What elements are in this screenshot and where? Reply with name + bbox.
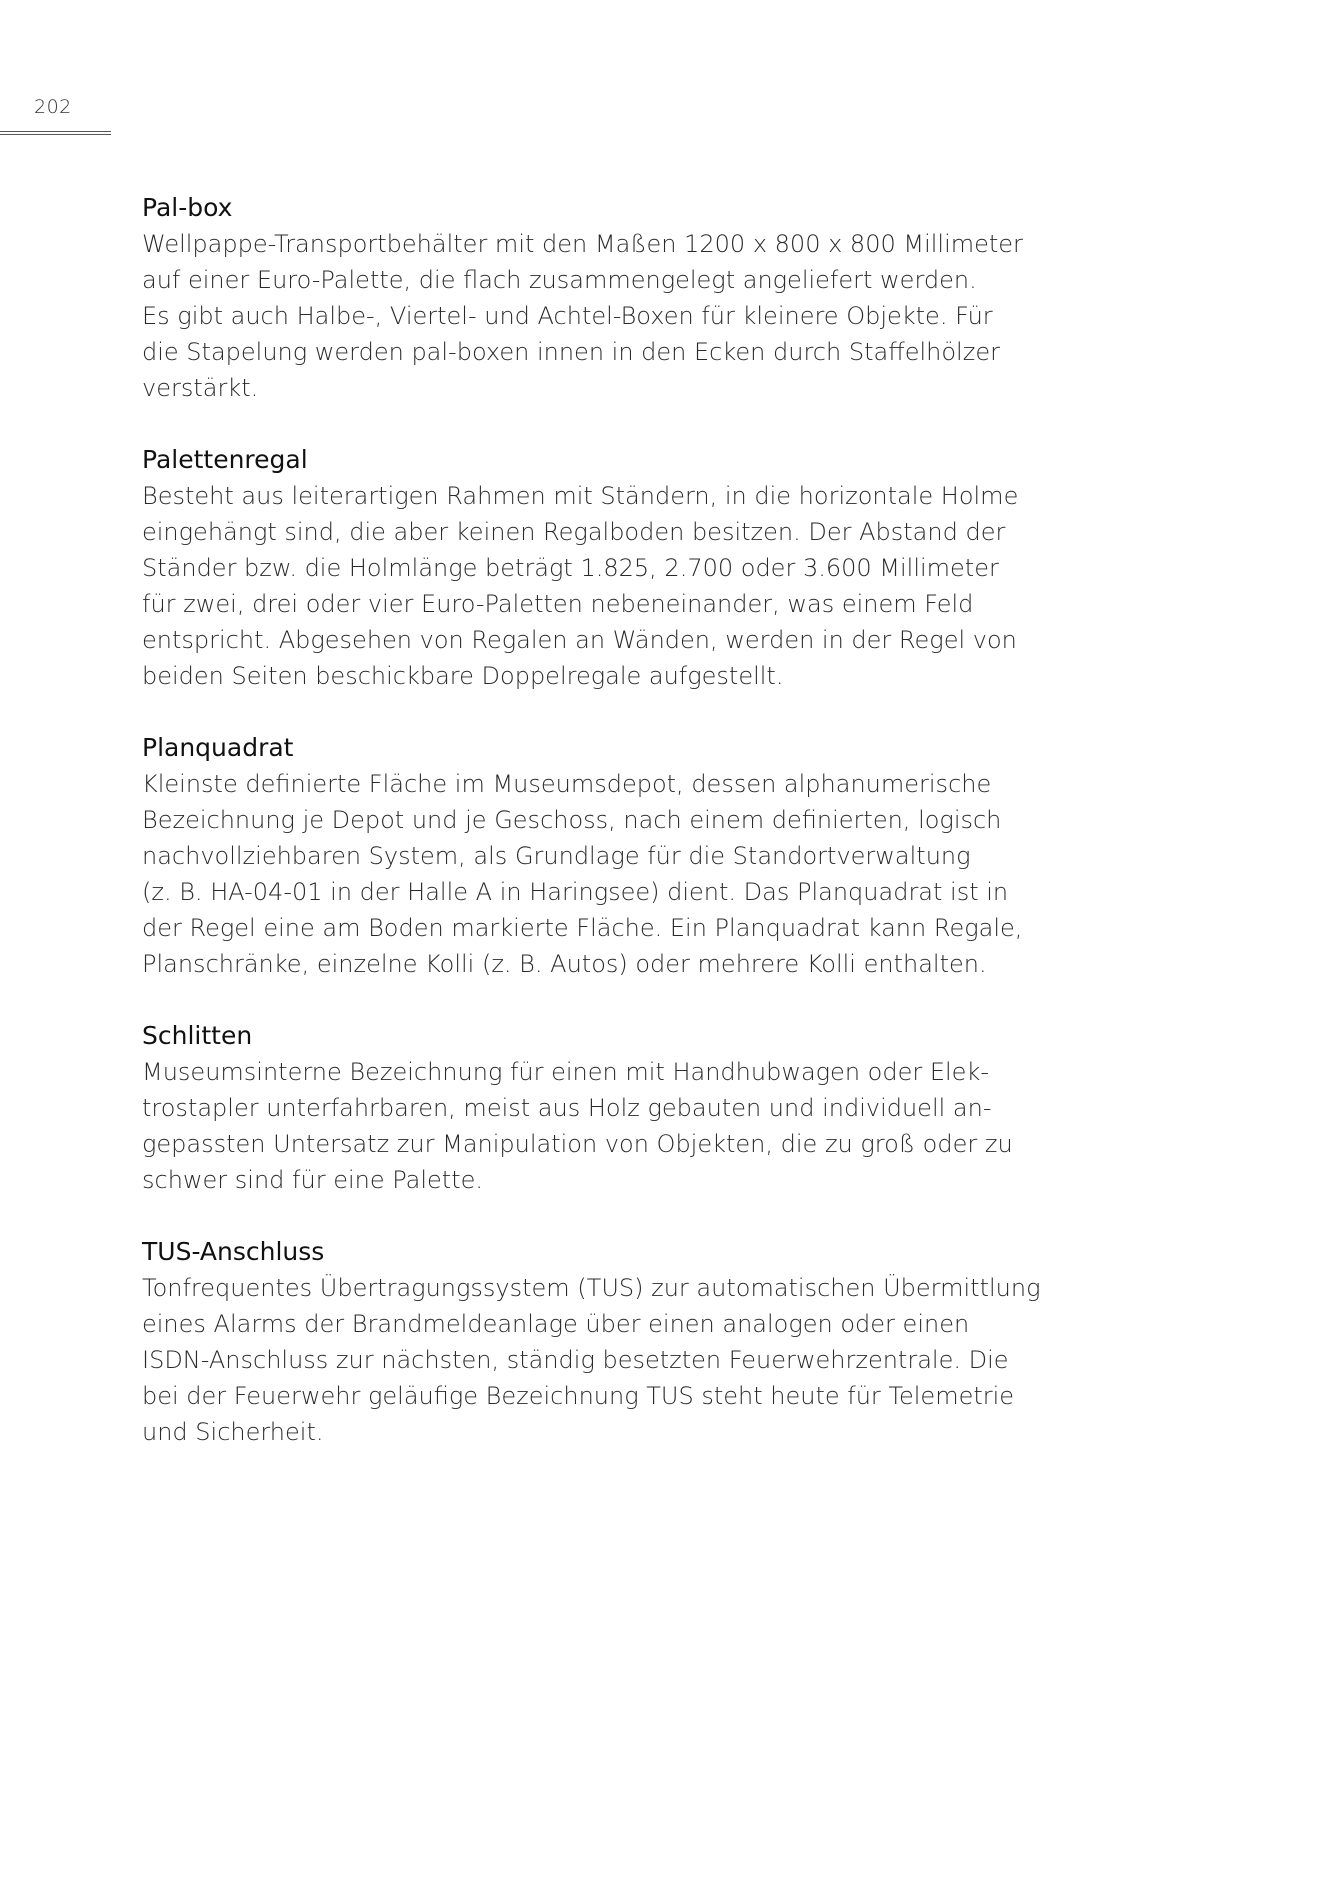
body-line: Besteht aus leiterartigen Rahmen mit Ständern, in die horizontale Holme	[142, 482, 1019, 510]
entry-title: TUS-Anschluss	[142, 1237, 325, 1266]
entry-title: Planquadrat	[142, 733, 294, 762]
header-rule	[0, 131, 111, 132]
glossary-entry-pal-box	[142, 190, 1042, 406]
body-line: entspricht. Abgesehen von Regalen an Wänden, werden in der Regel von	[142, 626, 1017, 654]
entry-body	[142, 766, 1042, 982]
body-line: Tonfrequentes Übertragungssystem (TUS) zur automatischen Übermittlung	[142, 1274, 1041, 1302]
entry-body	[142, 478, 1042, 694]
entry-title: Palettenregal	[142, 445, 308, 474]
body-line: eines Alarms der Brandmeldeanlage über einen analogen oder einen	[142, 1310, 970, 1338]
body-line: nachvollziehbaren System, als Grundlage für die Standortverwaltung	[142, 842, 971, 870]
body-line: Wellpappe-Transportbehälter mit den Maßen 1200 x 800 x 800 Millimeter	[142, 230, 1023, 258]
body-line: Kleinste definierte Fläche im Museumsdepot, dessen alphanumerische	[142, 770, 992, 798]
body-line: Bezeichnung je Depot und je Geschoss, nach einem definierten, logisch	[142, 806, 1002, 834]
page-number: 202	[34, 96, 72, 118]
body-line: und Sicherheit.	[142, 1418, 324, 1446]
header-rule	[0, 134, 111, 135]
body-line: Ständer bzw. die Holmlänge beträgt 1.825, 2.700 oder 3.600 Millimeter	[142, 554, 999, 582]
body-line: die Stapelung werden pal-boxen innen in den Ecken durch Staffelhölzer	[142, 338, 1000, 366]
body-line: eingehängt sind, die aber keinen Regalboden besitzen. Der Abstand der	[142, 518, 1006, 546]
body-line: ISDN-Anschluss zur nächsten, ständig besetzten Feuerwehrzentrale. Die	[142, 1346, 1009, 1374]
body-line: Museumsinterne Bezeichnung für einen mit Handhubwagen oder Elek-	[142, 1058, 989, 1086]
body-line: trostapler unterfahrbaren, meist aus Holz gebauten und individuell an-	[142, 1094, 992, 1122]
body-line: gepassten Untersatz zur Manipulation von Objekten, die zu groß oder zu	[142, 1130, 1013, 1158]
glossary-entry-palettenregal	[142, 442, 1042, 694]
glossary-entry-tus-anschluss	[142, 1234, 1042, 1450]
glossary-entry-schlitten	[142, 1018, 1042, 1198]
entry-body	[142, 1054, 1042, 1198]
body-line: verstärkt.	[142, 374, 259, 402]
body-line: schwer sind für eine Palette.	[142, 1166, 483, 1194]
body-line: auf einer Euro-Palette, die flach zusammengelegt angeliefert werden.	[142, 266, 977, 294]
body-line: bei der Feuerwehr geläufige Bezeichnung TUS steht heute für Telemetrie	[142, 1382, 1015, 1410]
body-line: der Regel eine am Boden markierte Fläche. Ein Planquadrat kann Regale,	[142, 914, 1023, 942]
body-line: Planschränke, einzelne Kolli (z. B. Autos) oder mehrere Kolli enthalten.	[142, 950, 987, 978]
glossary-content	[142, 190, 1042, 1486]
entry-body	[142, 226, 1042, 406]
body-line: für zwei, drei oder vier Euro-Paletten nebeneinander, was einem Feld	[142, 590, 974, 618]
glossary-entry-planquadrat	[142, 730, 1042, 982]
body-line: (z. B. HA-04-01 in der Halle A in Haringsee) dient. Das Planquadrat ist in	[142, 878, 1009, 906]
entry-title: Schlitten	[142, 1021, 253, 1050]
body-line: beiden Seiten beschickbare Doppelregale aufgestellt.	[142, 662, 784, 690]
entry-body	[142, 1270, 1042, 1450]
body-line: Es gibt auch Halbe-, Viertel- und Achtel-Boxen für kleinere Objekte. Für	[142, 302, 993, 330]
entry-title: Pal-box	[142, 193, 233, 222]
